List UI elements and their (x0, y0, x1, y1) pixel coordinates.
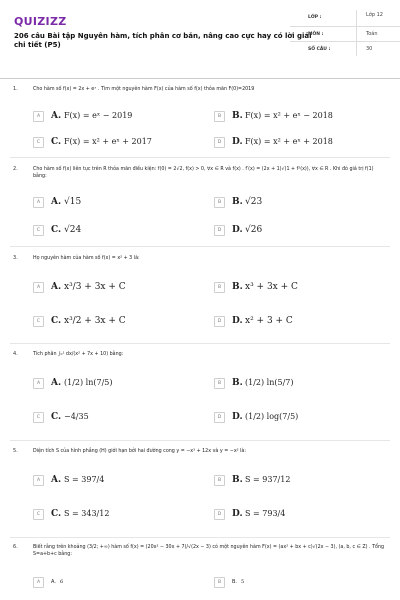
option-letter: C. (51, 316, 62, 326)
option-key-box: A (33, 378, 44, 389)
option-value: (1/2) ln(7/5) (64, 378, 113, 387)
option-letter: A. (51, 111, 62, 121)
option-value: x³ + 3x + C (245, 282, 298, 292)
option-letter: D. (232, 137, 243, 147)
question-number: 1. (13, 86, 18, 92)
option-value: (1/2) ln(5/7) (245, 378, 294, 387)
option-key-box: B (214, 475, 225, 486)
option-letter: B. (232, 579, 238, 585)
option-value: F(x) = x² + eˣ + 2018 (245, 137, 333, 146)
option-key-box: D (214, 225, 225, 236)
option-value: 6 (60, 579, 64, 585)
option-key-box: D (214, 137, 225, 148)
option-letter: D. (232, 225, 243, 235)
option-key-box: B (214, 378, 225, 389)
option-key-box: C (33, 225, 44, 236)
question-text: Biết rằng trên khoảng (3/2; +∞) hàm số f(x) = (20x² − 30x + 7)/√(2x − 3) có một nguyên hàm F(x) = (ax² + bx + c)√(2x − 3), (a, b, c ∈ Z) . Tổng S=a+b+c bằng: (33, 545, 385, 557)
question-text: Diện tích S của hình phẳng (H) giới hạn bởi hai đường cong y = −x³ + 12x và y = −x² là: (33, 449, 246, 454)
option-key-box: B (214, 111, 225, 122)
option-value: (1/2) log(7/5) (245, 412, 299, 421)
option-letter: C. (51, 509, 62, 519)
question-number: 4. (13, 351, 18, 357)
option-value: √23 (245, 197, 263, 207)
option-key-box: B (214, 197, 225, 208)
option-letter: A. (51, 475, 62, 485)
option-value: x² + 3 + C (245, 316, 293, 326)
option-letter: A. (51, 282, 62, 292)
option-letter: B. (232, 378, 243, 388)
option-value: S = 343/12 (64, 509, 110, 518)
option-key-box: A (33, 111, 44, 122)
question-divider (10, 537, 390, 538)
question-divider (10, 157, 390, 158)
option-value: x³/3 + 3x + C (64, 282, 126, 292)
option-key-box: A (33, 577, 44, 588)
meta-row-subject (290, 27, 400, 42)
question-number: 2. (13, 166, 18, 172)
option-value: F(x) = x² + eˣ + 2017 (64, 137, 152, 146)
option-value: √24 (64, 225, 82, 235)
option-letter: B. (232, 197, 243, 207)
question-number: 6. (13, 544, 18, 550)
option-key-box: D (214, 412, 225, 423)
header-divider (0, 78, 400, 79)
option-letter: B. (232, 111, 243, 121)
option-value: 5 (241, 579, 245, 585)
meta-value: Toán (366, 31, 378, 37)
option-letter: B. (232, 475, 243, 485)
option-key-box: B (214, 577, 225, 588)
meta-label: MÔN : (308, 32, 324, 37)
option-value: F(x) = x² + eˣ − 2018 (245, 111, 333, 120)
option-value: −4/35 (64, 412, 89, 421)
option-key-box: C (33, 316, 44, 327)
option-key-box: C (33, 137, 44, 148)
option-key-box: C (33, 412, 44, 423)
option-letter: A. (51, 197, 62, 207)
meta-label: SỐ CÂU : (308, 47, 331, 52)
question-divider (10, 343, 390, 344)
option-letter: D. (232, 509, 243, 519)
meta-row-class (290, 10, 400, 27)
option-key-box: D (214, 509, 225, 520)
question-text: Cho hàm số f(x) = 2x + eˣ . Tìm một nguyên hàm F(x) của hàm số f(x) thỏa mãn F(0)=2019 (33, 87, 255, 92)
meta-value: Lớp 12 (366, 12, 383, 18)
option-key-box: C (33, 509, 44, 520)
quizizz-logo: QUIZIZZ (14, 15, 67, 28)
option-letter: A. (51, 378, 62, 388)
option-value: √15 (64, 197, 82, 207)
option-key-box: D (214, 316, 225, 327)
option-letter: C. (51, 225, 62, 235)
meta-row-count (290, 42, 400, 56)
option-letter: A. (51, 579, 56, 585)
meta-value: 30 (366, 46, 373, 52)
meta-panel (290, 10, 400, 56)
question-divider (10, 246, 390, 247)
option-key-box: A (33, 475, 44, 486)
question-text: Cho hàm số f(x) liên tục trên R thỏa mãn điều kiện: f(0) = 2√2, f(x) > 0, ∀x ∈ R và f(x) . f′(x) = (2x + 1)√(1 + f²(x)), ∀x ∈ R . Khi đó giá trị f(1) bằng: (33, 167, 374, 179)
meta-label: LỚP : (308, 15, 322, 20)
question-divider (10, 440, 390, 441)
option-letter: D. (232, 316, 243, 326)
option-key-box: B (214, 282, 225, 293)
option-value: √26 (245, 225, 263, 235)
option-letter: C. (51, 412, 62, 422)
option-key-box: A (33, 282, 44, 293)
option-value: S = 937/12 (245, 475, 291, 484)
option-value: x³/2 + 3x + C (64, 316, 126, 326)
option-value: S = 793/4 (245, 509, 286, 518)
question-number: 3. (13, 255, 18, 261)
option-value: S = 397/4 (64, 475, 105, 484)
option-letter: B. (232, 282, 243, 292)
question-number: 5. (13, 448, 18, 454)
question-text: Tích phân ∫₀¹ dx/(x² + 7x + 10) bằng: (33, 352, 124, 357)
option-value: F(x) = eˣ − 2019 (64, 111, 133, 120)
question-text: Họ nguyên hàm của hàm số f(x) = x² + 3 là: (33, 256, 140, 261)
document-title: 206 câu Bài tập Nguyên hàm, tích phân cơ bản, nâng cao cực hay có lời giải chi tiết (P5) (14, 32, 312, 49)
option-letter: C. (51, 137, 62, 147)
option-key-box: A (33, 197, 44, 208)
option-letter: D. (232, 412, 243, 422)
